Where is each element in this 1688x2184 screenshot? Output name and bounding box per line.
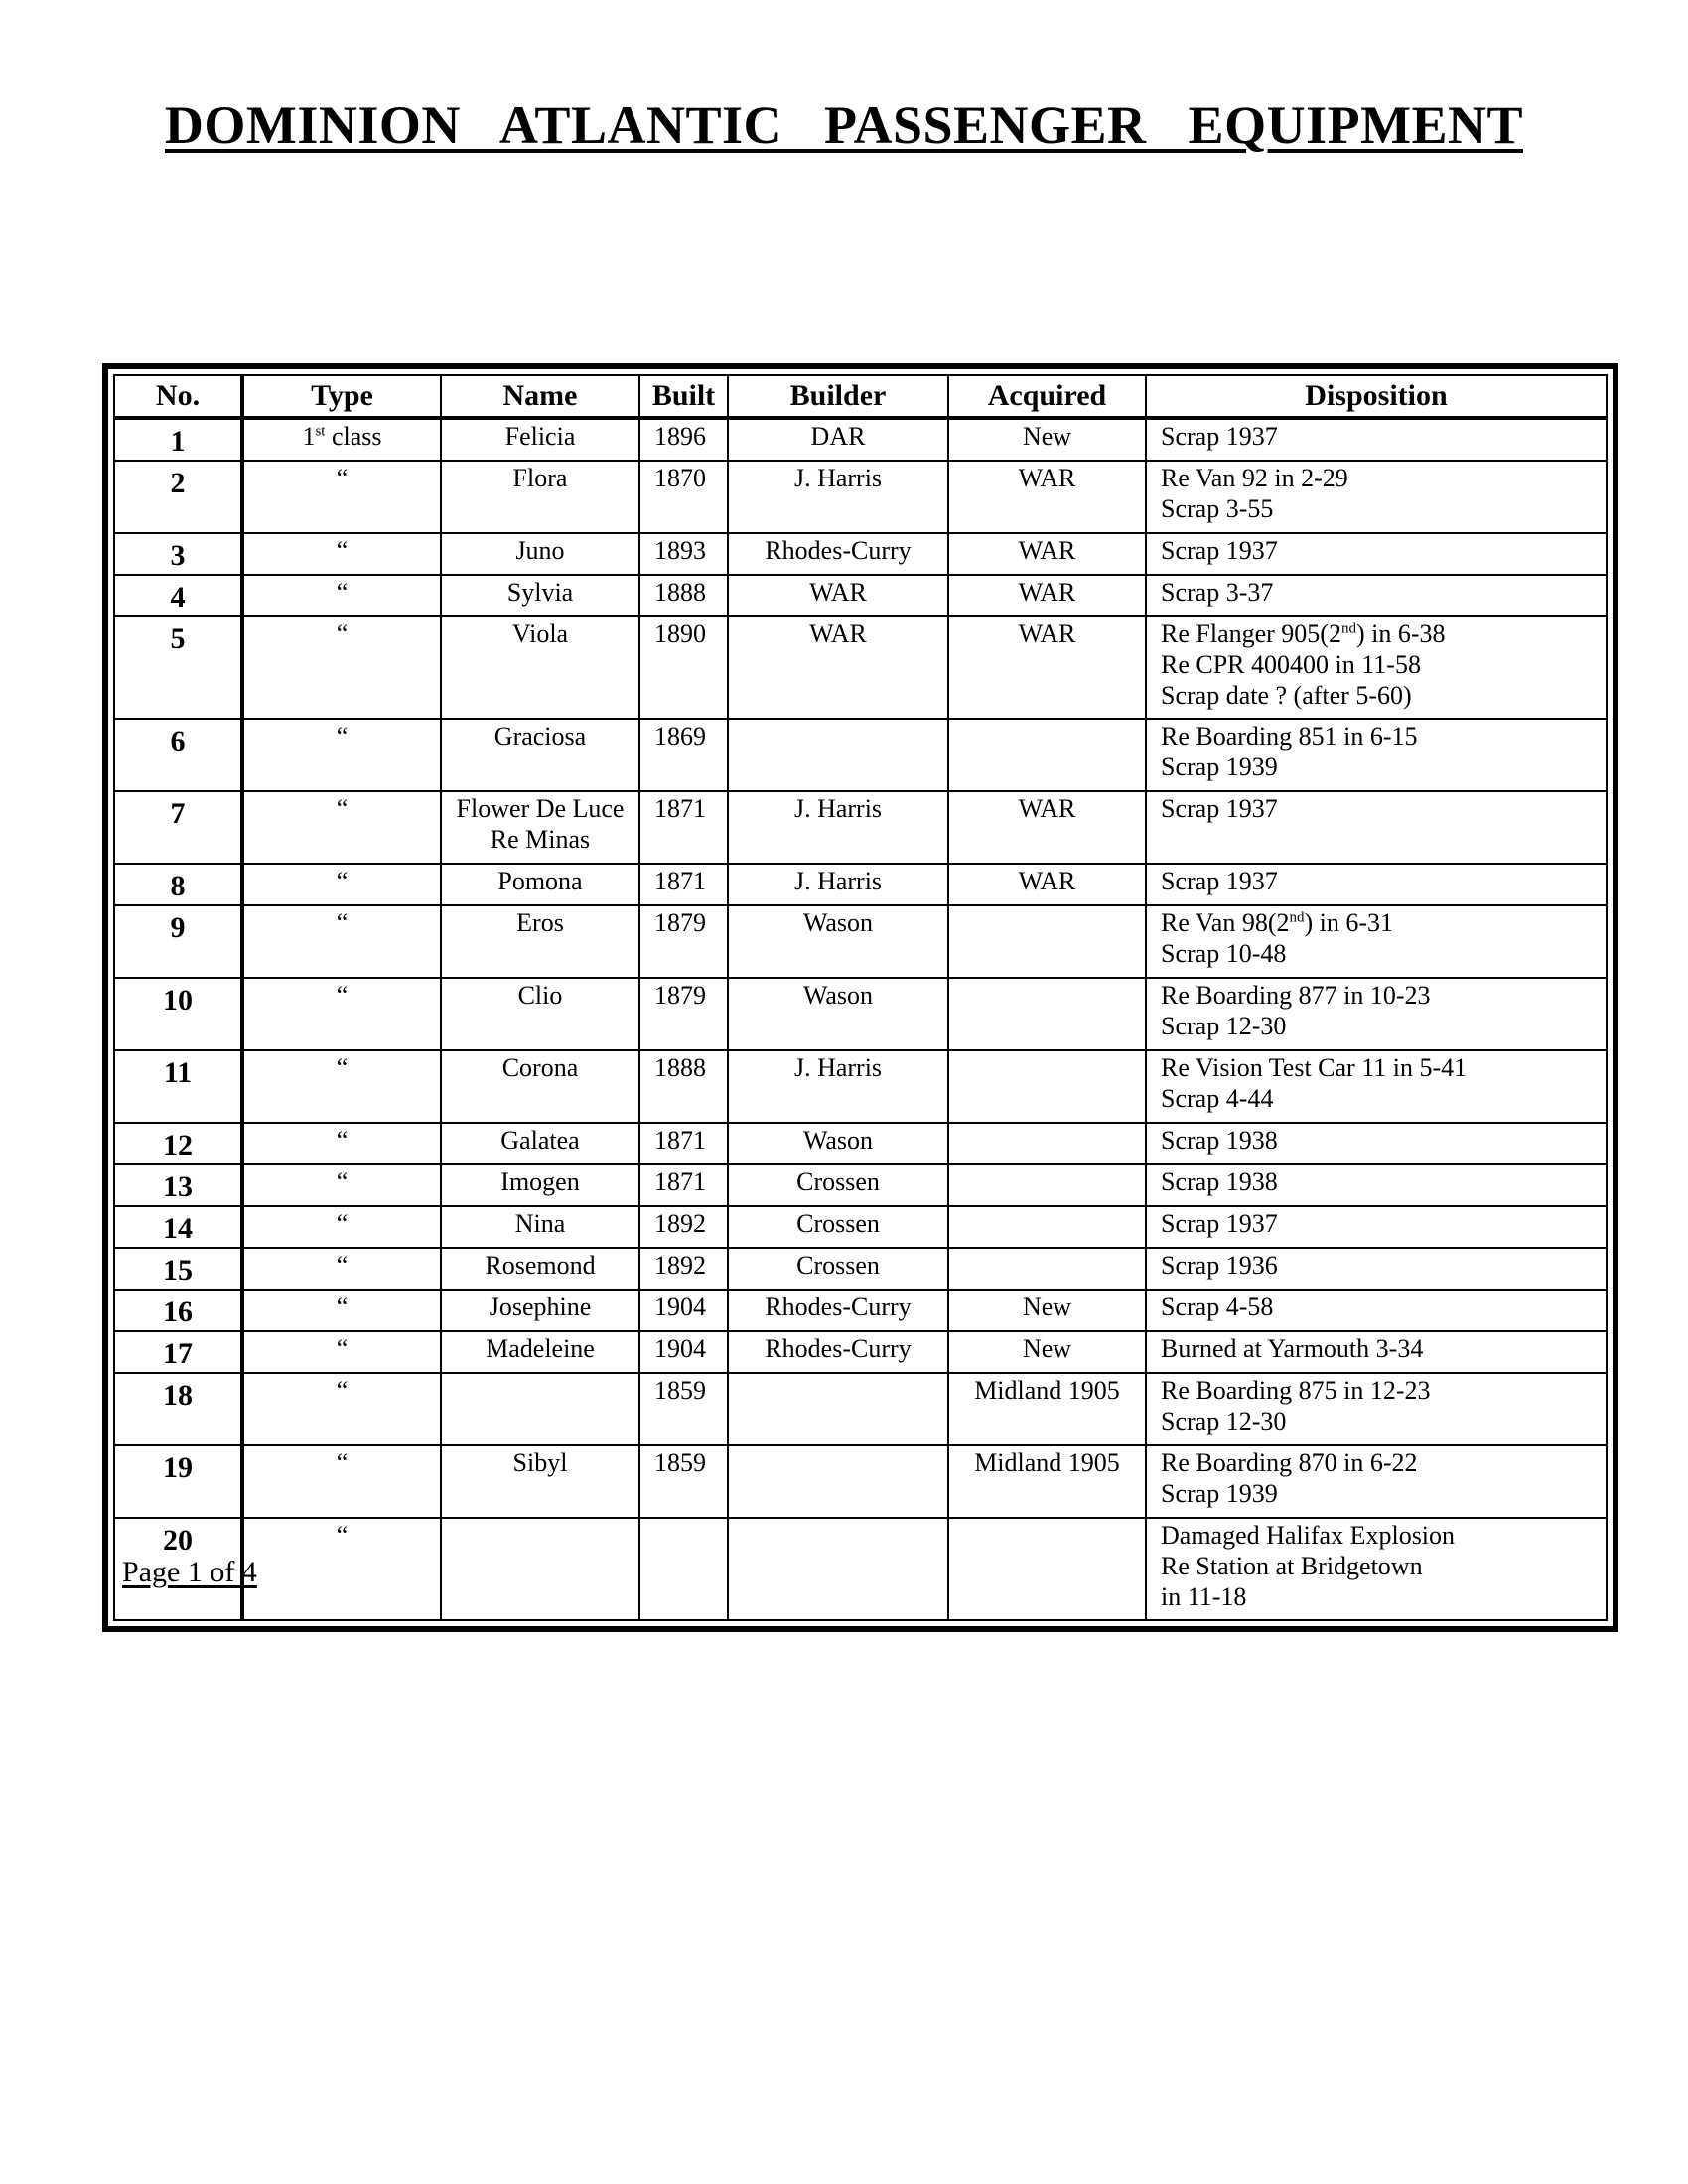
cell-built: 1869 bbox=[639, 719, 728, 791]
cell-builder: DAR bbox=[728, 418, 948, 461]
table-row bbox=[114, 864, 1607, 905]
table-row bbox=[114, 1050, 1607, 1123]
cell-built: 1879 bbox=[639, 978, 728, 1050]
table-row bbox=[114, 791, 1607, 864]
table-row bbox=[114, 1518, 1607, 1620]
cell-no: 4 bbox=[114, 575, 242, 616]
page-number: Page 1 of 4 bbox=[122, 1556, 257, 1588]
cell-disposition: Scrap 1938 bbox=[1146, 1123, 1607, 1164]
cell-type: “ bbox=[242, 461, 441, 533]
cell-name: Sibyl bbox=[441, 1445, 639, 1518]
cell-builder bbox=[728, 1445, 948, 1518]
cell-type: “ bbox=[242, 1164, 441, 1206]
cell-disposition: Re Flanger 905(2nd) in 6-38 Re CPR 400400 in 11-58 Scrap date ? (after 5-60) bbox=[1146, 616, 1607, 719]
cell-no: 3 bbox=[114, 533, 242, 575]
cell-no: 5 bbox=[114, 616, 242, 719]
cell-name: Flora bbox=[441, 461, 639, 533]
cell-no: 2 bbox=[114, 461, 242, 533]
cell-builder: Rhodes-Curry bbox=[728, 1290, 948, 1331]
cell-no: 20 bbox=[114, 1518, 242, 1620]
cell-name: Corona bbox=[441, 1050, 639, 1123]
cell-name: Pomona bbox=[441, 864, 639, 905]
cell-no: 19 bbox=[114, 1445, 242, 1518]
cell-built: 1904 bbox=[639, 1290, 728, 1331]
cell-acquired: WAR bbox=[948, 616, 1146, 719]
cell-acquired: New bbox=[948, 1331, 1146, 1373]
table-header-row bbox=[114, 375, 1607, 418]
table-row bbox=[114, 1123, 1607, 1164]
cell-name: Eros bbox=[441, 905, 639, 978]
cell-builder: Wason bbox=[728, 905, 948, 978]
table-row bbox=[114, 461, 1607, 533]
cell-disposition: Scrap 1938 bbox=[1146, 1164, 1607, 1206]
cell-acquired bbox=[948, 1518, 1146, 1620]
cell-type: “ bbox=[242, 1445, 441, 1518]
cell-disposition: Re Boarding 851 in 6-15 Scrap 1939 bbox=[1146, 719, 1607, 791]
cell-disposition: Re Boarding 877 in 10-23 Scrap 12-30 bbox=[1146, 978, 1607, 1050]
cell-builder: Crossen bbox=[728, 1206, 948, 1248]
cell-name: Madeleine bbox=[441, 1331, 639, 1373]
cell-type: “ bbox=[242, 1206, 441, 1248]
cell-built bbox=[639, 1518, 728, 1620]
cell-disposition: Damaged Halifax Explosion Re Station at Bridgetown in 11-18 bbox=[1146, 1518, 1607, 1620]
table-row bbox=[114, 1206, 1607, 1248]
cell-disposition: Scrap 1937 bbox=[1146, 1206, 1607, 1248]
cell-disposition: Re Vision Test Car 11 in 5-41 Scrap 4-44 bbox=[1146, 1050, 1607, 1123]
table-row bbox=[114, 905, 1607, 978]
cell-disposition: Scrap 3-37 bbox=[1146, 575, 1607, 616]
cell-type: “ bbox=[242, 533, 441, 575]
cell-no: 6 bbox=[114, 719, 242, 791]
table-row bbox=[114, 616, 1607, 719]
table-row bbox=[114, 719, 1607, 791]
cell-built: 1892 bbox=[639, 1248, 728, 1290]
table-row bbox=[114, 1248, 1607, 1290]
column-header-type: Type bbox=[242, 375, 441, 418]
cell-type: “ bbox=[242, 575, 441, 616]
cell-built: 1871 bbox=[639, 791, 728, 864]
cell-built: 1859 bbox=[639, 1373, 728, 1445]
cell-name: Galatea bbox=[441, 1123, 639, 1164]
cell-disposition: Burned at Yarmouth 3-34 bbox=[1146, 1331, 1607, 1373]
cell-acquired: WAR bbox=[948, 575, 1146, 616]
column-header-name: Name bbox=[441, 375, 639, 418]
cell-acquired bbox=[948, 1050, 1146, 1123]
cell-built: 1859 bbox=[639, 1445, 728, 1518]
cell-acquired: New bbox=[948, 418, 1146, 461]
cell-no: 18 bbox=[114, 1373, 242, 1445]
cell-type: “ bbox=[242, 978, 441, 1050]
cell-builder: J. Harris bbox=[728, 791, 948, 864]
cell-built: 1888 bbox=[639, 575, 728, 616]
cell-acquired: Midland 1905 bbox=[948, 1445, 1146, 1518]
cell-type: “ bbox=[242, 864, 441, 905]
column-header-disposition: Disposition bbox=[1146, 375, 1607, 418]
cell-name bbox=[441, 1518, 639, 1620]
table-row bbox=[114, 418, 1607, 461]
cell-built: 1870 bbox=[639, 461, 728, 533]
cell-acquired bbox=[948, 1123, 1146, 1164]
cell-name: Nina bbox=[441, 1206, 639, 1248]
cell-acquired bbox=[948, 905, 1146, 978]
cell-acquired: Midland 1905 bbox=[948, 1373, 1146, 1445]
cell-acquired bbox=[948, 1248, 1146, 1290]
cell-name: Juno bbox=[441, 533, 639, 575]
table-row bbox=[114, 978, 1607, 1050]
cell-builder: WAR bbox=[728, 575, 948, 616]
cell-acquired bbox=[948, 719, 1146, 791]
cell-name: Sylvia bbox=[441, 575, 639, 616]
cell-acquired: WAR bbox=[948, 864, 1146, 905]
cell-type: “ bbox=[242, 616, 441, 719]
cell-disposition: Scrap 1936 bbox=[1146, 1248, 1607, 1290]
cell-no: 17 bbox=[114, 1331, 242, 1373]
cell-name: Flower De Luce Re Minas bbox=[441, 791, 639, 864]
cell-type: “ bbox=[242, 1050, 441, 1123]
cell-no: 13 bbox=[114, 1164, 242, 1206]
table-row bbox=[114, 1331, 1607, 1373]
cell-name: Felicia bbox=[441, 418, 639, 461]
cell-acquired: WAR bbox=[948, 791, 1146, 864]
cell-name: Viola bbox=[441, 616, 639, 719]
cell-disposition: Scrap 1937 bbox=[1146, 533, 1607, 575]
cell-acquired bbox=[948, 1164, 1146, 1206]
column-header-no: No. bbox=[114, 375, 242, 418]
cell-no: 14 bbox=[114, 1206, 242, 1248]
cell-disposition: Re Van 98(2nd) in 6-31 Scrap 10-48 bbox=[1146, 905, 1607, 978]
cell-disposition: Scrap 1937 bbox=[1146, 864, 1607, 905]
cell-name: Imogen bbox=[441, 1164, 639, 1206]
table-row bbox=[114, 1164, 1607, 1206]
cell-name bbox=[441, 1373, 639, 1445]
cell-builder bbox=[728, 1518, 948, 1620]
cell-no: 12 bbox=[114, 1123, 242, 1164]
cell-built: 1871 bbox=[639, 864, 728, 905]
cell-no: 15 bbox=[114, 1248, 242, 1290]
cell-disposition: Scrap 4-58 bbox=[1146, 1290, 1607, 1331]
cell-builder: Rhodes-Curry bbox=[728, 1331, 948, 1373]
cell-acquired: New bbox=[948, 1290, 1146, 1331]
cell-builder: Rhodes-Curry bbox=[728, 533, 948, 575]
cell-type: “ bbox=[242, 791, 441, 864]
cell-disposition: Scrap 1937 bbox=[1146, 418, 1607, 461]
table-row bbox=[114, 575, 1607, 616]
cell-acquired bbox=[948, 1206, 1146, 1248]
cell-built: 1871 bbox=[639, 1123, 728, 1164]
cell-built: 1904 bbox=[639, 1331, 728, 1373]
cell-name: Graciosa bbox=[441, 719, 639, 791]
cell-name: Rosemond bbox=[441, 1248, 639, 1290]
cell-no: 1 bbox=[114, 418, 242, 461]
table-row bbox=[114, 1373, 1607, 1445]
cell-built: 1888 bbox=[639, 1050, 728, 1123]
page-title: DOMINION ATLANTIC PASSENGER EQUIPMENT bbox=[164, 95, 1524, 155]
cell-type: “ bbox=[242, 905, 441, 978]
cell-disposition: Re Van 92 in 2-29 Scrap 3-55 bbox=[1146, 461, 1607, 533]
cell-name: Josephine bbox=[441, 1290, 639, 1331]
cell-builder: Crossen bbox=[728, 1164, 948, 1206]
cell-disposition: Scrap 1937 bbox=[1146, 791, 1607, 864]
cell-type: 1st class bbox=[242, 418, 441, 461]
cell-type: “ bbox=[242, 719, 441, 791]
table-row bbox=[114, 1445, 1607, 1518]
column-header-builder: Builder bbox=[728, 375, 948, 418]
cell-builder: J. Harris bbox=[728, 1050, 948, 1123]
cell-builder: Wason bbox=[728, 978, 948, 1050]
cell-type: “ bbox=[242, 1331, 441, 1373]
cell-type: “ bbox=[242, 1373, 441, 1445]
cell-name: Clio bbox=[441, 978, 639, 1050]
cell-no: 8 bbox=[114, 864, 242, 905]
equipment-table bbox=[113, 374, 1608, 1621]
cell-no: 11 bbox=[114, 1050, 242, 1123]
column-header-built: Built bbox=[639, 375, 728, 418]
cell-builder: J. Harris bbox=[728, 864, 948, 905]
table-row bbox=[114, 1290, 1607, 1331]
table-row bbox=[114, 533, 1607, 575]
cell-disposition: Re Boarding 870 in 6-22 Scrap 1939 bbox=[1146, 1445, 1607, 1518]
cell-type: “ bbox=[242, 1123, 441, 1164]
cell-builder bbox=[728, 719, 948, 791]
cell-no: 16 bbox=[114, 1290, 242, 1331]
cell-type: “ bbox=[242, 1248, 441, 1290]
cell-builder: J. Harris bbox=[728, 461, 948, 533]
equipment-table-frame bbox=[102, 363, 1618, 1632]
cell-builder: Crossen bbox=[728, 1248, 948, 1290]
cell-builder: Wason bbox=[728, 1123, 948, 1164]
cell-type: “ bbox=[242, 1290, 441, 1331]
cell-acquired: WAR bbox=[948, 533, 1146, 575]
cell-acquired: WAR bbox=[948, 461, 1146, 533]
cell-acquired bbox=[948, 978, 1146, 1050]
cell-built: 1871 bbox=[639, 1164, 728, 1206]
cell-built: 1892 bbox=[639, 1206, 728, 1248]
cell-built: 1896 bbox=[639, 418, 728, 461]
cell-built: 1890 bbox=[639, 616, 728, 719]
cell-no: 7 bbox=[114, 791, 242, 864]
cell-builder: WAR bbox=[728, 616, 948, 719]
cell-builder bbox=[728, 1373, 948, 1445]
cell-type: “ bbox=[242, 1518, 441, 1620]
column-header-acquired: Acquired bbox=[948, 375, 1146, 418]
cell-built: 1879 bbox=[639, 905, 728, 978]
cell-disposition: Re Boarding 875 in 12-23 Scrap 12-30 bbox=[1146, 1373, 1607, 1445]
cell-no: 10 bbox=[114, 978, 242, 1050]
cell-no: 9 bbox=[114, 905, 242, 978]
cell-built: 1893 bbox=[639, 533, 728, 575]
